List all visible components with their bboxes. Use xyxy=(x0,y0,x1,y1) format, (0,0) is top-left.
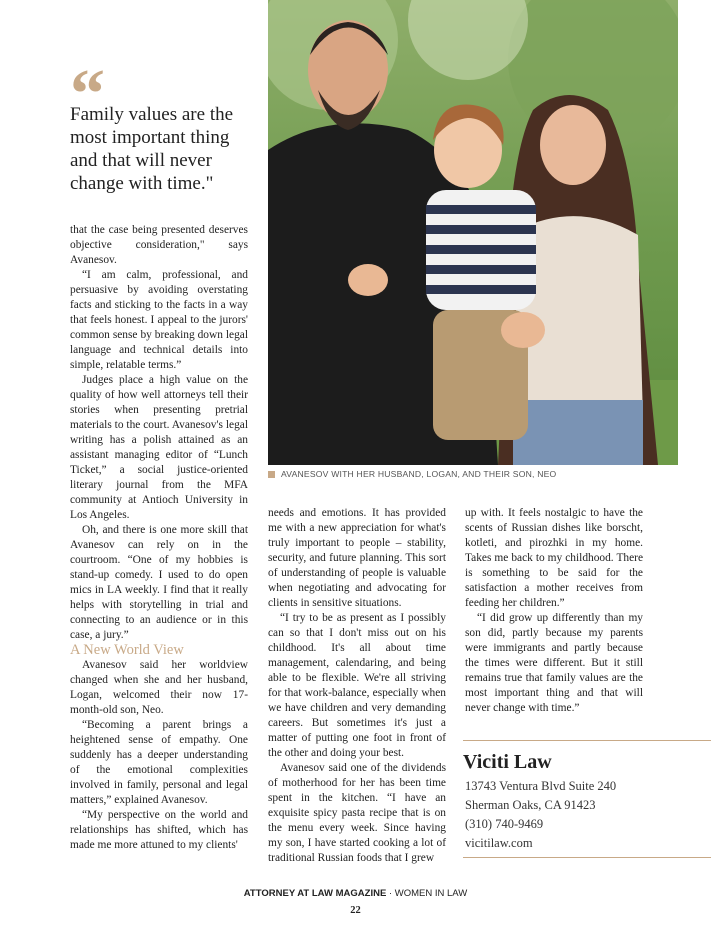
photo-caption xyxy=(268,469,688,479)
article-column-2 xyxy=(268,506,446,866)
paragraph: “My perspective on the world and relationships has shifted, which has made me more attuned to my clients' xyxy=(70,809,248,851)
firm-name: Viciti Law xyxy=(463,751,552,773)
pull-quote: Family values are the most important thing and that will never change with time." xyxy=(70,104,234,194)
firm-website-link[interactable]: vicitilaw.com xyxy=(465,836,533,850)
article-column-1 xyxy=(70,223,248,853)
paragraph: needs and emotions. It has provided me with a new appreciation for what's truly important to people – stability, security, and future planning. This sort of understanding of people is valuable when negotiating and advocating for clients in sensitive situations. xyxy=(268,507,446,609)
caption-square-marker xyxy=(268,471,275,478)
paragraph: up with. It feels nostalgic to have the scents of Russian dishes like borscht, kotleti, and pirozhki in my home. Takes me back to my childhood. There is something to be said for the satisfaction a mother receives from feeding her children.” xyxy=(465,507,643,609)
paragraph: “I did grow up differently than my son did, partly because my parents were immigrants and partly because the times were different. But it still remains true that family values are the most important thing and that will never change with time.” xyxy=(465,612,643,714)
footer-separator: · xyxy=(386,888,395,899)
firm-address-line-2: Sherman Oaks, CA 91423 xyxy=(465,798,596,812)
article-column-3 xyxy=(465,506,643,716)
firm-phone[interactable]: (310) 740-9469 xyxy=(465,817,544,831)
paragraph: “I try to be as present as I possibly can so that I don't miss out on his childhood. It's all about time management, calendaring, and being able to be flexible. We're all striving for that work-balance, especially when we have children and very demanding careers. But sometimes it's just a matter of putting one foot in front of the other and doing your best. xyxy=(268,612,446,759)
paragraph: Oh, and there is one more skill that Avanesov can rely on in the courtroom. “One of my hobbies is stand-up comedy. I used to do open mics in LA weekly. I find that it really helps with storytelling in trial and connecting to an audience or in this case, a jury.” xyxy=(70,524,248,641)
caption-text: AVANESOV WITH HER HUSBAND, LOGAN, AND THEIR SON, NEO xyxy=(281,469,557,479)
firm-contact-box xyxy=(463,740,711,858)
family-photo xyxy=(268,0,678,465)
paragraph: Judges place a high value on the quality of how well attorneys tell their stories when presenting pretrial materials to the court. Avanesov's legal writing has a polish attained as an assistant managing editor of “Lunch Ticket,” a social justice-oriented literary journal from the MFA community at Antioch University in Los Angeles. xyxy=(70,374,248,521)
paragraph: Avanesov said one of the dividends of motherhood for her has been time spent in the kitchen. “I have an exquisite spicy pasta recipe that is on the menu every week. Since having my son, I have started cooking a lot of traditional Russian foods that I grew xyxy=(268,762,446,864)
paragraph: “I am calm, professional, and persuasive by avoiding overstating facts and sticking to the facts in a way that feels honest. I appeal to the jurors' common sense by breaking down legal language and technical details into simple, relatable terms.” xyxy=(70,269,248,371)
page-number: 22 xyxy=(350,905,361,916)
section-subhead: A New World View xyxy=(70,642,184,658)
section-name: WOMEN IN LAW xyxy=(394,888,468,899)
paragraph: that the case being presented deserves objective consideration," says Avanesov. xyxy=(70,224,248,266)
quote-mark-icon: “ xyxy=(70,56,105,133)
family-photo-illustration xyxy=(268,0,678,465)
firm-address-line-1: 13743 Ventura Blvd Suite 240 xyxy=(465,779,617,793)
magazine-name: ATTORNEY AT LAW MAGAZINE xyxy=(243,888,387,899)
paragraph: “Becoming a parent brings a heightened sense of empathy. One suddenly has a deeper understanding of the emotional complexities involved in family, personal and legal matters,” explained Avanesov. xyxy=(70,719,248,806)
page-footer xyxy=(0,888,711,899)
paragraph: Avanesov said her worldview changed when she and her husband, Logan, welcomed their now 17-month-old son, Neo. xyxy=(70,659,248,716)
